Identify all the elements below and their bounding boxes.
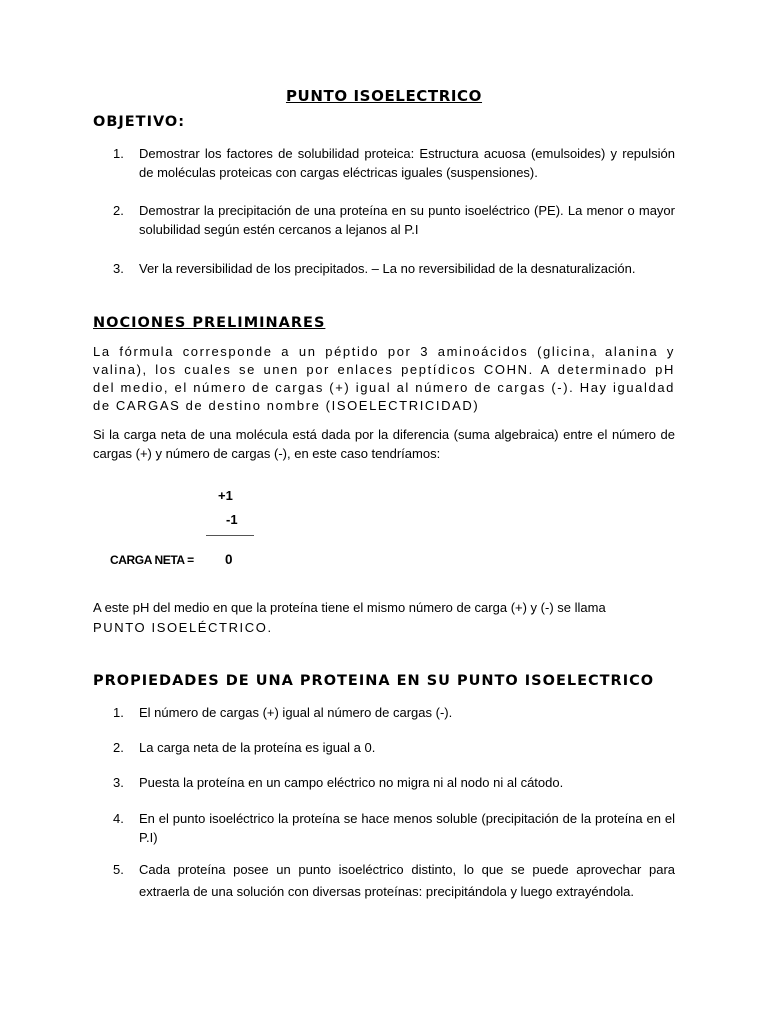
list-text: Ver la reversibilidad de los precipitados. – La no reversibilidad de la desnaturalización. [139, 261, 636, 276]
objetivo-item-1 [113, 144, 675, 182]
list-number: 5. [113, 862, 124, 877]
objetivo-item-2 [113, 201, 675, 239]
calc-minus-one: -1 [226, 512, 238, 527]
list-text: Demostrar la precipitación de una proteína en su punto isoeléctrico (PE). La menor o mayor solubilidad según estén cercanos a lejanos al P.I [139, 203, 675, 237]
nociones-paragraph-1: La fórmula corresponde a un péptido por 3 aminoácidos (glicina, alanina y valina), los cuales se unen por enlaces peptídicos COHN. A determinado pH del medio, el número de cargas (+) igual al número de cargas (-). Hay igualdad de CARGAS de destino nombre (ISOELECTRICIDAD) [93, 344, 675, 413]
list-text: Cada proteína posee un punto isoeléctrico distinto, lo que se puede aprovechar para extraerla de una solución con diversas proteínas: precipitándola y luego extrayéndola. [139, 862, 675, 899]
nociones-paragraph-2: Si la carga neta de una molécula está dada por la diferencia (suma algebraica) entre el número de cargas (+) y número de cargas (-), en este caso tendríamos: [93, 427, 675, 461]
carga-neta-result: 0 [225, 552, 233, 567]
calc-plus-one: +1 [218, 488, 233, 503]
propiedades-item-3 [113, 773, 675, 792]
list-number: 3. [113, 775, 124, 790]
nociones-heading: NOCIONES PRELIMINARES [93, 315, 326, 331]
propiedades-item-2 [113, 738, 675, 757]
list-number: 2. [113, 203, 124, 218]
carga-neta-label: CARGA NETA = [110, 553, 194, 567]
propiedades-heading: PROPIEDADES DE UNA PROTEINA EN SU PUNTO ISOELECTRICO [93, 673, 655, 689]
list-text: En el punto isoeléctrico la proteína se hace menos soluble (precipitación de la proteína en el P.I) [139, 811, 675, 845]
objetivo-item-3 [113, 259, 675, 278]
list-number: 4. [113, 811, 124, 826]
list-number: 2. [113, 740, 124, 755]
propiedades-item-1 [113, 703, 675, 722]
objetivo-heading: OBJETIVO: [93, 114, 186, 130]
calc-divider [206, 535, 254, 536]
paragraph-text: A este pH del medio en que la proteína tiene el mismo número de carga (+) y (-) se llama [93, 600, 606, 615]
punto-isoelectrico-term: PUNTO ISOELÉCTRICO. [93, 620, 273, 635]
list-text: Puesta la proteína en un campo eléctrico no migra ni al nodo ni al cátodo. [139, 775, 564, 790]
list-number: 1. [113, 705, 124, 720]
list-text: La carga neta de la proteína es igual a 0. [139, 740, 376, 755]
propiedades-item-5 [113, 859, 675, 903]
list-number: 3. [113, 261, 124, 276]
list-text: El número de cargas (+) igual al número de cargas (-). [139, 705, 453, 720]
nociones-paragraph-3 [93, 598, 675, 638]
list-text: Demostrar los factores de solubilidad proteica: Estructura acuosa (emulsoides) y repulsión de moléculas proteicas con cargas eléctricas iguales (suspensiones). [139, 146, 675, 180]
propiedades-item-4 [113, 809, 675, 847]
list-number: 1. [113, 146, 124, 161]
document-title: PUNTO ISOELECTRICO [285, 87, 483, 105]
